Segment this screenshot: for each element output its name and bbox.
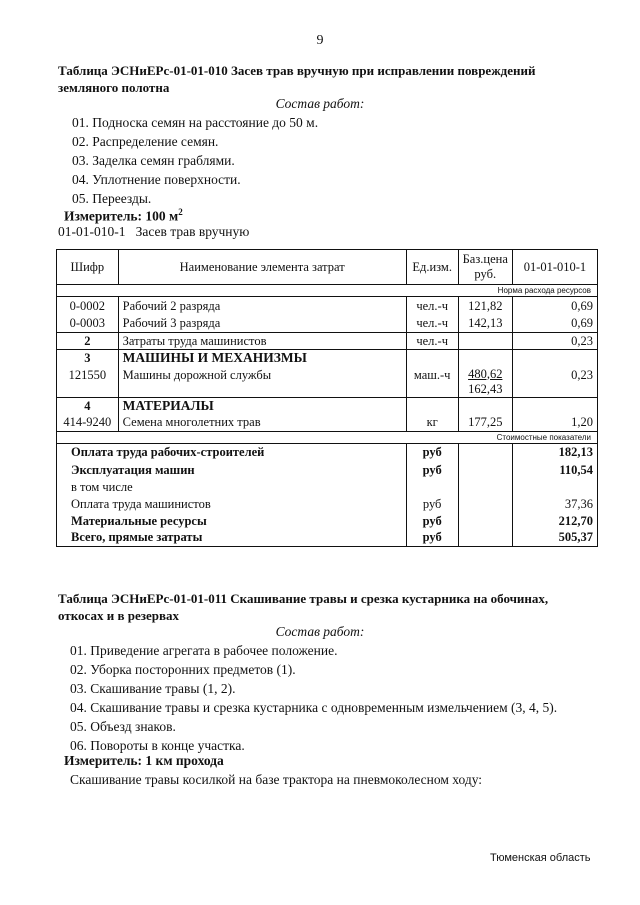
cost-caption-row xyxy=(57,431,598,443)
table2-title: Таблица ЭСНиЕРс-01-01-011 Скашивание травы и срезка кустарника на обочинах, откосах и в резервах xyxy=(58,591,549,623)
section-row xyxy=(57,397,598,414)
work-item: 05. Объезд знаков. xyxy=(70,719,176,734)
work-item: 02. Уборка посторонних предметов (1). xyxy=(70,662,296,677)
norm-caption: Норма расхода ресурсов xyxy=(57,285,598,297)
table1-work-list xyxy=(72,113,318,208)
table2-work-list xyxy=(70,641,557,755)
cell-code: 0-0002 xyxy=(57,297,119,315)
work-item: 01. Подноска семян на расстояние до 50 м. xyxy=(72,115,319,130)
cell-norm: 0,23 xyxy=(512,333,597,350)
cost-name: Эксплуатация машин xyxy=(57,461,407,478)
cell-price xyxy=(458,367,512,398)
cost-value: 212,70 xyxy=(512,512,597,529)
footer-region: Тюменская область xyxy=(490,852,591,864)
cost-row xyxy=(57,461,598,478)
header-name: Наименование элемента затрат xyxy=(118,250,406,285)
cell-name: Рабочий 3 разряда xyxy=(118,315,406,333)
work-item: 02. Распределение семян. xyxy=(72,134,219,149)
cost-unit: руб xyxy=(406,529,458,546)
cell-price: 177,25 xyxy=(458,414,512,431)
price-value: 480,62 xyxy=(468,366,503,381)
table1-izmeritel xyxy=(64,207,183,225)
cell-code: 121550 xyxy=(57,367,119,398)
cost-row xyxy=(57,495,598,512)
section-row xyxy=(57,350,598,367)
resource-table xyxy=(56,249,598,547)
cost-row xyxy=(57,529,598,546)
header-price: Баз.цена руб. xyxy=(458,250,512,285)
cell-name: Машины дорожной службы xyxy=(118,367,406,398)
izmeritel-sup: 2 xyxy=(178,207,183,217)
cost-name: Всего, прямые затраты xyxy=(57,529,407,546)
work-item: 03. Заделка семян граблями. xyxy=(72,153,235,168)
table2-description: Скашивание травы косилкой на базе трактора на пневмоколесном ходу: xyxy=(70,772,483,787)
price-secondary-value: 162,43 xyxy=(468,381,503,396)
cost-name: Оплата труда рабочих-строителей xyxy=(57,443,407,461)
cost-name: в том числе xyxy=(57,478,407,495)
cell-unit: кг xyxy=(406,414,458,431)
cost-unit: руб xyxy=(406,461,458,478)
table-row xyxy=(57,315,598,333)
work-item: 03. Скашивание травы (1, 2). xyxy=(70,681,236,696)
table1-sostav-heading: Состав работ: xyxy=(275,96,365,111)
cell-price xyxy=(458,333,512,350)
cell-norm: 1,20 xyxy=(512,414,597,431)
cost-caption: Стоимостные показатели xyxy=(57,431,598,443)
cell-code: 3 xyxy=(57,350,119,367)
cost-unit: руб xyxy=(406,443,458,461)
cost-value: 505,37 xyxy=(512,529,597,546)
cell-price: 142,13 xyxy=(458,315,512,333)
cell-norm: 0,69 xyxy=(512,297,597,315)
table1-subtitle: 01-01-010-1 Засев трав вручную xyxy=(58,224,250,239)
header-norm: 01-01-010-1 xyxy=(512,250,597,285)
table2-izmeritel: Измеритель: 1 км прохода xyxy=(64,753,224,768)
cell-name: МАТЕРИАЛЫ xyxy=(118,397,406,414)
cell-name: Семена многолетних трав xyxy=(118,414,406,431)
cost-name: Материальные ресурсы xyxy=(57,512,407,529)
cost-value: 110,54 xyxy=(512,461,597,478)
table-row xyxy=(57,414,598,431)
cell-unit: чел.-ч xyxy=(406,315,458,333)
table-row xyxy=(57,333,598,350)
cell-name: Рабочий 2 разряда xyxy=(118,297,406,315)
cell-unit: чел.-ч xyxy=(406,297,458,315)
cell-name: МАШИНЫ И МЕХАНИЗМЫ xyxy=(118,350,406,367)
table-row xyxy=(57,297,598,315)
cell-unit: чел.-ч xyxy=(406,333,458,350)
work-item: 04. Скашивание травы и срезка кустарника с одновременным измельчением (3, 4, 5). xyxy=(70,700,558,715)
cell-unit: маш.-ч xyxy=(406,367,458,398)
cell-code: 4 xyxy=(57,397,119,414)
izmeritel-text: Измеритель: 100 м xyxy=(64,208,179,224)
norm-caption-row xyxy=(57,285,598,297)
cost-row xyxy=(57,443,598,461)
page-number: 9 xyxy=(316,33,324,48)
header-unit: Ед.изм. xyxy=(406,250,458,285)
cell-code: 414-9240 xyxy=(57,414,119,431)
cost-row xyxy=(57,512,598,529)
cost-unit: руб xyxy=(406,512,458,529)
cell-norm: 0,23 xyxy=(512,367,597,398)
cell-norm: 0,69 xyxy=(512,315,597,333)
cell-code: 0-0003 xyxy=(57,315,119,333)
cell-price: 121,82 xyxy=(458,297,512,315)
header-code: Шифр xyxy=(57,250,119,285)
work-item: 01. Приведение агрегата в рабочее положение. xyxy=(70,643,338,658)
work-item: 06. Повороты в конце участка. xyxy=(70,738,245,753)
cost-row xyxy=(57,478,598,495)
work-item: 05. Переезды. xyxy=(72,191,152,206)
work-item: 04. Уплотнение поверхности. xyxy=(72,172,241,187)
table1-title: Таблица ЭСНиЕРс-01-01-010 Засев трав вручную при исправлении повреждений земляного полотна xyxy=(58,63,536,95)
table-row xyxy=(57,367,598,398)
cost-unit: руб xyxy=(406,495,458,512)
table-header-row xyxy=(57,250,598,285)
table2-sostav-heading: Состав работ: xyxy=(275,624,365,639)
cell-name: Затраты труда машинистов xyxy=(118,333,406,350)
cell-code: 2 xyxy=(57,333,119,350)
cost-value: 37,36 xyxy=(512,495,597,512)
cost-value: 182,13 xyxy=(512,443,597,461)
cost-name: Оплата труда машинистов xyxy=(57,495,407,512)
